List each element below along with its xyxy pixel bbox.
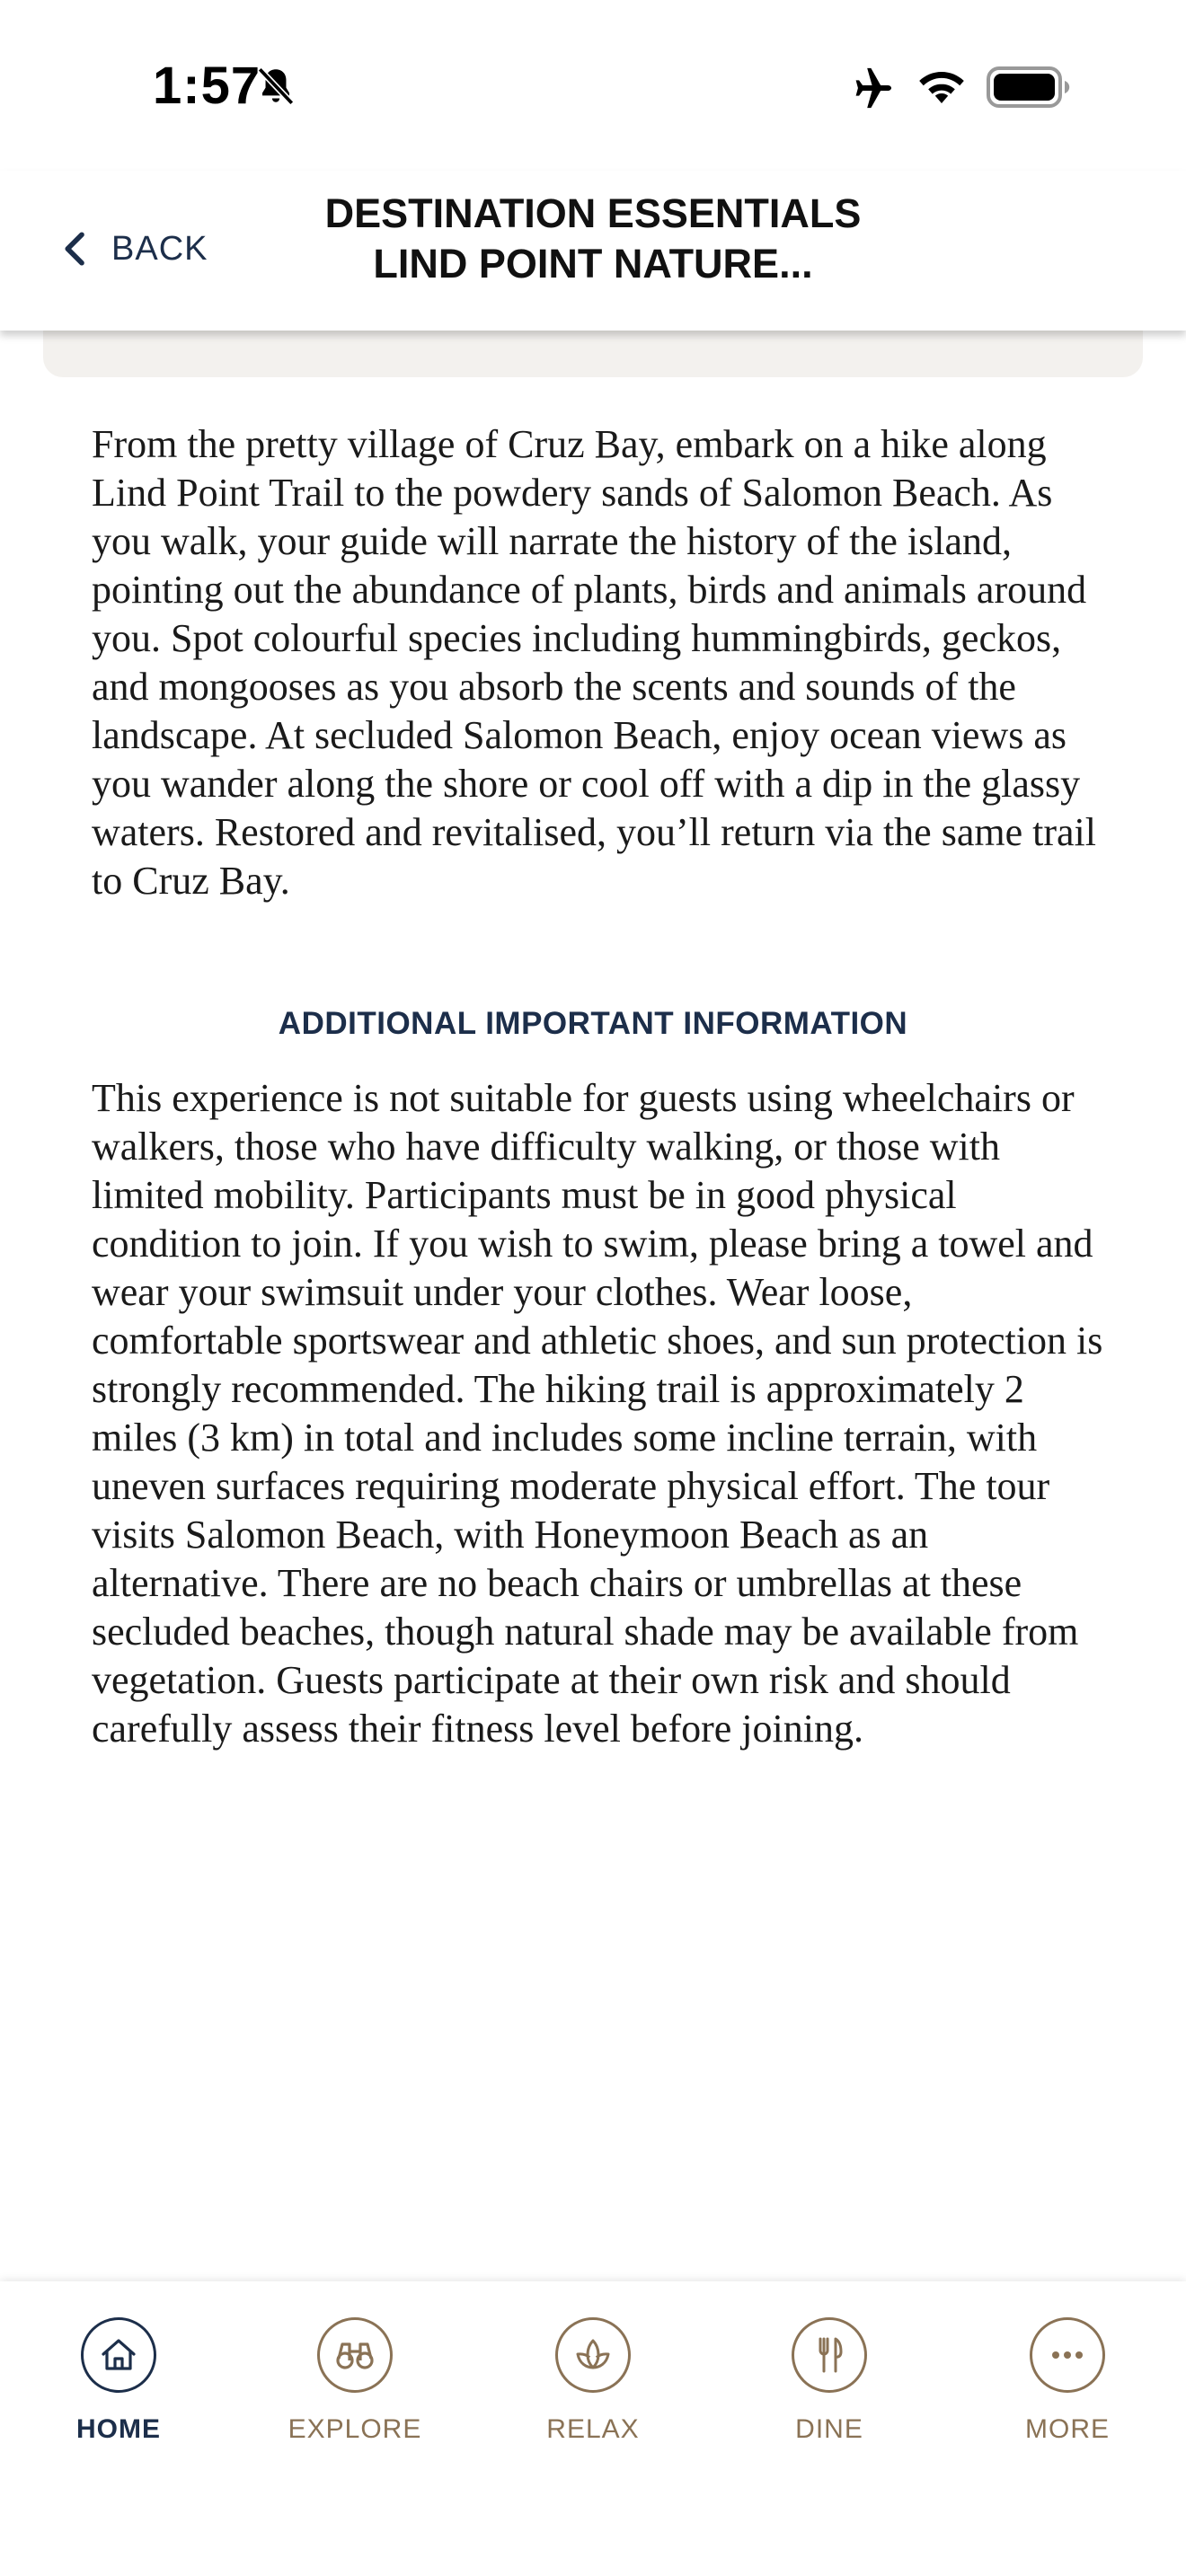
info-heading: ADDITIONAL IMPORTANT INFORMATION bbox=[278, 1006, 908, 1041]
back-button[interactable] bbox=[59, 217, 208, 280]
tab-explore-label: EXPLORE bbox=[288, 2414, 422, 2444]
back-label: BACK bbox=[111, 229, 208, 268]
tab-relax-label: RELAX bbox=[546, 2414, 640, 2444]
battery-icon bbox=[987, 66, 1073, 108]
tab-home[interactable] bbox=[29, 2317, 208, 2445]
more-dots-icon bbox=[1046, 2333, 1089, 2377]
page-title-line-1: DESTINATION ESSENTIALS bbox=[324, 190, 862, 236]
tab-more[interactable] bbox=[978, 2317, 1157, 2445]
tab-relax[interactable] bbox=[503, 2317, 683, 2445]
chevron-left-icon bbox=[59, 230, 92, 268]
status-time: 1:57 bbox=[153, 57, 261, 115]
tab-dine-label: DINE bbox=[795, 2414, 863, 2444]
home-icon bbox=[97, 2333, 140, 2377]
airplane-icon bbox=[845, 63, 895, 113]
tab-explore[interactable] bbox=[265, 2317, 445, 2445]
bottom-tab-bar bbox=[0, 2281, 1186, 2576]
navigation-header bbox=[0, 171, 1186, 331]
status-bar bbox=[0, 0, 1186, 171]
tab-more-label: MORE bbox=[1025, 2414, 1110, 2444]
additional-info-text: This experience is not suitable for guests using wheelchairs or walkers, those who have difficulty walking, or those with limited mobility. Participants must be in good physical condition to join. If you wish to swim, please bring a towel and wear your swimsuit under your clothes. Wear loose, comfortable sportswear and athletic shoes, and sun protection is strongly recommended. The hiking trail is approximately 2 miles (3 km) in total and includes some incline terrain, with uneven surfaces requiring moderate physical effort. The tour visits Salomon Beach, with Honeymoon Beach as an alternative. There are no beach chairs or umbrellas at these secluded beaches, though natural shade may be available from vegetation. Guests participate at their own risk and should carefully assess their fitness level before joining. bbox=[92, 1076, 1103, 1751]
page-title bbox=[270, 189, 916, 289]
wifi-icon bbox=[915, 65, 969, 108]
lotus-icon bbox=[571, 2333, 615, 2377]
fork-knife-icon bbox=[808, 2333, 851, 2377]
experience-description: From the pretty village of Cruz Bay, embark on a hike along Lind Point Trail to the powdery sands of Salomon Beach. As you walk, your guide will narrate the history of the island, pointing out the abundance of plants, birds and animals around you. Spot colourful species including hummingbirds, geckos, and mongooses as you absorb the scents and sounds of the landscape. At secluded Salomon Beach, enjoy ocean views as you wander along the shore or cool off with a dip in the glassy waters. Restored and revitalised, you’ll return via the same trail to Cruz Bay. bbox=[92, 422, 1096, 903]
tab-home-label: HOME bbox=[76, 2414, 161, 2444]
page-title-line-2: LIND POINT NATURE... bbox=[373, 241, 813, 287]
bell-slash-icon bbox=[253, 63, 298, 110]
tab-dine[interactable] bbox=[739, 2317, 919, 2445]
binoculars-icon bbox=[333, 2333, 376, 2377]
